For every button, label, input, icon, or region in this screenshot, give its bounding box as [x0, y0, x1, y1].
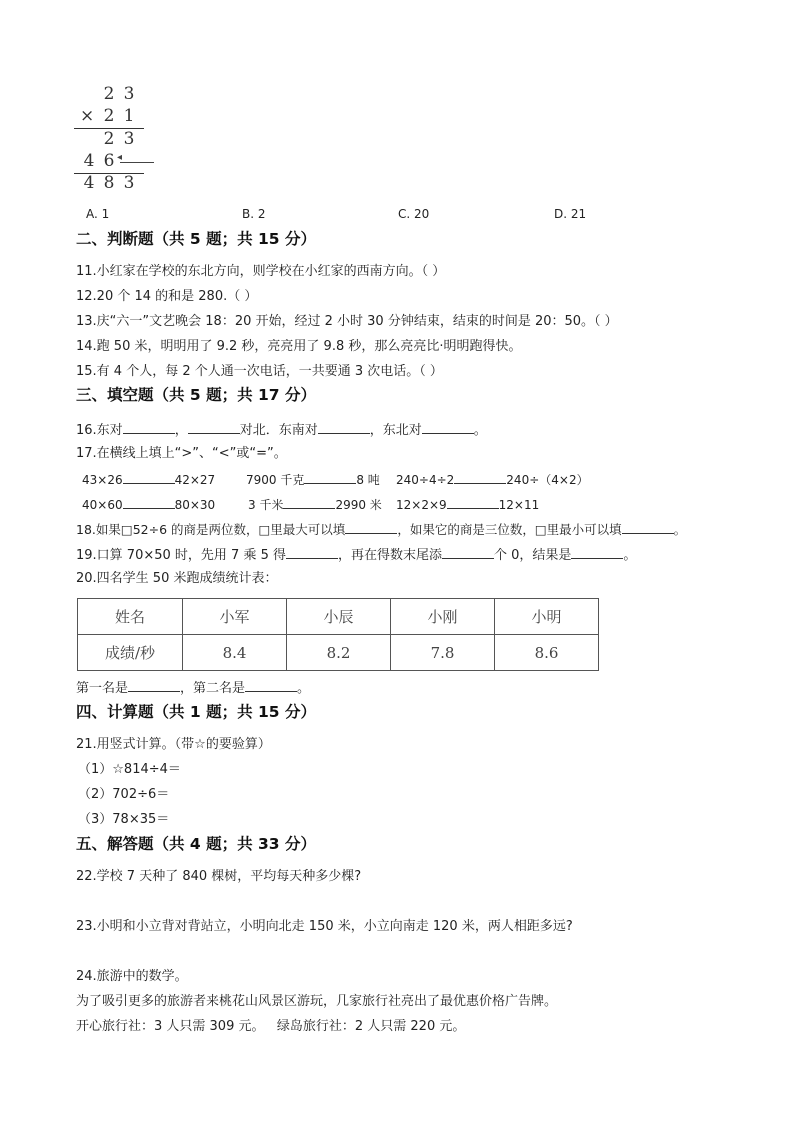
- score-table: [77, 598, 599, 671]
- compare-right: 240÷（4×2）: [506, 473, 589, 487]
- compare-right: 42×27: [174, 473, 216, 487]
- compare-item: [248, 496, 382, 513]
- answer-blank[interactable]: [188, 421, 240, 434]
- table-cell: 小刚: [391, 599, 495, 635]
- question-13: 13.庆“六一”文艺晚会 18：20 开始，经过 2 小时 30 分钟结束，结束的时间是 20：50。（ ）: [76, 314, 618, 329]
- q19-text: ，再在得数末尾添: [338, 548, 443, 563]
- digit: 3: [123, 173, 135, 193]
- question-19: [76, 546, 636, 564]
- question-15: 15.有 4 个人，每 2 个人通一次电话，一共要通 3 次电话。（ ）: [76, 364, 443, 379]
- question-20-answer: [76, 679, 310, 697]
- answer-blank[interactable]: [123, 471, 175, 484]
- digit: 6: [103, 151, 115, 171]
- arrow-icon: [120, 162, 154, 163]
- q18-text: ，如果它的商是三位数，□里最小可以填: [397, 522, 622, 537]
- answer-blank[interactable]: [245, 679, 297, 692]
- answer-blank[interactable]: [571, 546, 623, 559]
- answer-blank[interactable]: [123, 496, 175, 509]
- times-sign: ×: [80, 106, 95, 126]
- table-cell: 8.4: [183, 635, 287, 671]
- section-heading: 二、判断题（共 5 题；共 15 分）: [76, 230, 316, 248]
- answer-blank[interactable]: [123, 421, 175, 434]
- digit: 8: [103, 173, 115, 193]
- answer-blank[interactable]: [283, 496, 335, 509]
- answer-blank[interactable]: [128, 679, 180, 692]
- calc-item: （1）☆814÷4＝: [78, 762, 181, 777]
- digit: 3: [123, 129, 135, 149]
- compare-item: [396, 496, 539, 513]
- q16-text: ，东北对: [369, 423, 422, 438]
- answer-blank[interactable]: [318, 421, 370, 434]
- question-20: 20.四名学生 50 米跑成绩统计表：: [76, 571, 278, 586]
- question-17: 17.在横线上填上“>”、“<”或“=”。: [76, 446, 287, 461]
- table-cell: 成绩/秒: [78, 635, 183, 671]
- question-14: 14.跑 50 米，明明用了 9.2 秒，亮亮用了 9.8 秒，那么亮亮比·明明跑得快。: [76, 339, 522, 354]
- q20-text: ，第二名是: [180, 681, 246, 696]
- digit: 2: [103, 84, 115, 104]
- compare-right: 2990 米: [335, 498, 382, 512]
- answer-blank[interactable]: [447, 496, 499, 509]
- answer-blank[interactable]: [345, 521, 397, 534]
- answer-blank[interactable]: [286, 546, 338, 559]
- digit: 4: [83, 173, 95, 193]
- compare-left: 7900 千克: [246, 473, 305, 487]
- question-21: 21.用竖式计算。（带☆的要验算）: [76, 737, 271, 752]
- table-cell: 姓名: [78, 599, 183, 635]
- digit: 1: [123, 106, 135, 126]
- question-12: 12.20 个 14 的和是 280.（ ）: [76, 289, 258, 304]
- option-d: D. 21: [554, 207, 587, 221]
- table-cell: 8.6: [495, 635, 599, 671]
- compare-item: [82, 496, 215, 513]
- question-24-text: 开心旅行社：3 人只需 309 元。 绿岛旅行社：2 人只需 220 元。: [76, 1019, 466, 1034]
- digit: 2: [103, 129, 115, 149]
- calc-item: （3）78×35＝: [78, 812, 170, 827]
- q16-text: 对北．东南对: [239, 423, 318, 438]
- table-cell: 小军: [183, 599, 287, 635]
- arrow-head-icon: ◂: [117, 152, 123, 163]
- question-11: 11.小红家在学校的东北方向，则学校在小红家的西南方向。（ ）: [76, 264, 446, 279]
- digit: 3: [123, 84, 135, 104]
- q19-text: 19.口算 70×50 时，先用 7 乘 5 得: [76, 548, 286, 563]
- q20-text: 。: [297, 681, 311, 696]
- q18-text: 。: [673, 522, 687, 537]
- question-16: [76, 421, 487, 439]
- section-heading: 五、解答题（共 4 题；共 33 分）: [76, 835, 316, 853]
- compare-right: 12×11: [498, 498, 540, 512]
- q16-text: ，: [174, 423, 188, 438]
- vertical-multiplication: [74, 84, 184, 194]
- q19-text: 个 0，结果是: [494, 548, 572, 563]
- digit: 4: [83, 151, 95, 171]
- q18-text: 18.如果□52÷6 的商是两位数，□里最大可以填: [76, 522, 346, 537]
- compare-item: [246, 471, 380, 488]
- option-a: A. 1: [86, 207, 110, 221]
- question-24: 24.旅游中的数学。: [76, 969, 188, 984]
- option-c: C. 20: [398, 207, 430, 221]
- compare-left: 240÷4÷2: [396, 473, 455, 487]
- q20-text: 第一名是: [76, 681, 129, 696]
- q16-text: 16.东对: [76, 423, 123, 438]
- answer-blank[interactable]: [622, 521, 674, 534]
- compare-right: 80×30: [174, 498, 216, 512]
- section-heading: 四、计算题（共 1 题；共 15 分）: [76, 703, 316, 721]
- answer-blank[interactable]: [304, 471, 356, 484]
- section-heading: 三、填空题（共 5 题；共 17 分）: [76, 386, 316, 404]
- q19-text: 。: [623, 548, 637, 563]
- compare-item: [396, 471, 589, 488]
- compare-left: 12×2×9: [396, 498, 447, 512]
- table-row: [78, 635, 599, 671]
- calc-item: （2）702÷6＝: [78, 787, 170, 802]
- compare-left: 40×60: [82, 498, 123, 512]
- table-cell: 8.2: [287, 635, 391, 671]
- question-24-text: 为了吸引更多的旅游者来桃花山风景区游玩，几家旅行社亮出了最优惠价格广告牌。: [76, 994, 558, 1009]
- table-header-row: [78, 599, 599, 635]
- option-b: B. 2: [242, 207, 266, 221]
- compare-item: [82, 471, 215, 488]
- q16-text: 。: [473, 423, 487, 438]
- compare-right: 8 吨: [356, 473, 380, 487]
- compare-left: 43×26: [82, 473, 123, 487]
- table-cell: 小明: [495, 599, 599, 635]
- question-23: 23.小明和小立背对背站立，小明向北走 150 米，小立向南走 120 米，两人相距多远?: [76, 919, 573, 934]
- question-18: [76, 521, 686, 538]
- question-22: 22.学校 7 天种了 840 棵树，平均每天种多少棵?: [76, 869, 362, 884]
- table-cell: 7.8: [391, 635, 495, 671]
- answer-blank[interactable]: [422, 421, 474, 434]
- answer-blank[interactable]: [454, 471, 506, 484]
- compare-left: 3 千米: [248, 498, 284, 512]
- answer-blank[interactable]: [442, 546, 494, 559]
- digit: 2: [103, 106, 115, 126]
- table-cell: 小辰: [287, 599, 391, 635]
